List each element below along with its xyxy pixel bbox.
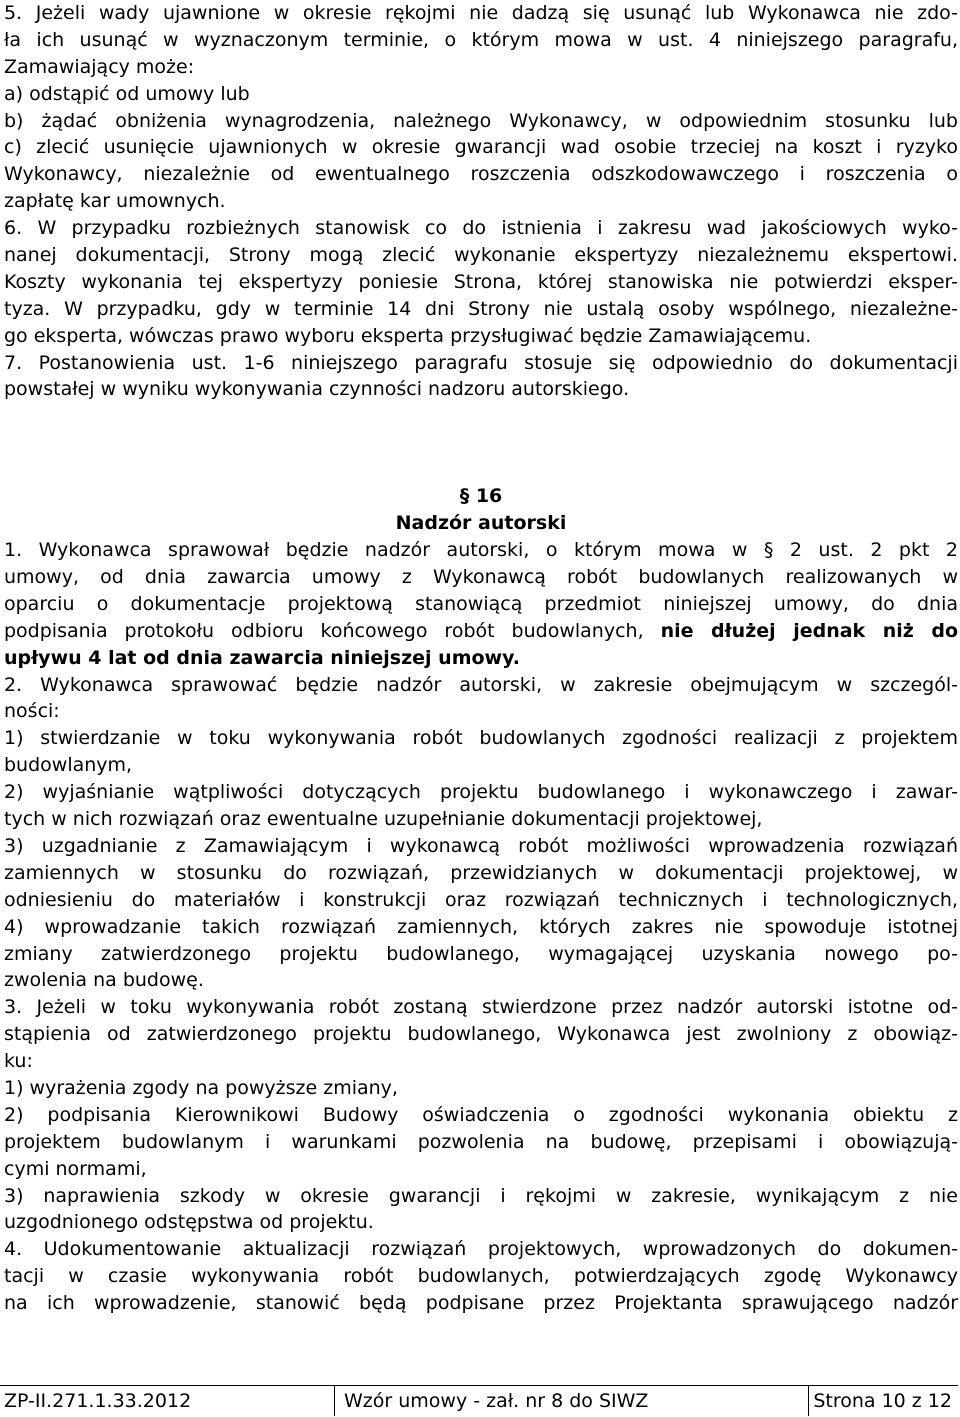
text-line: 6. W przypadku rozbieżnych stanowisk co do istnienia i zakresu wad jakościowych wyko-	[4, 217, 958, 240]
para1-line5: upływu 4 lat od dnia zawarcia niniejszej umowy.	[4, 646, 520, 669]
text-line: tyza. W przypadku, gdy w terminie 14 dni Strony nie ustalą osoby wspólnego, niezależne-	[4, 297, 958, 320]
section-gap	[4, 403, 958, 483]
text-line: 7. Postanowienia ust. 1-6 niniejszego paragrafu stosuje się odpowiednio do dokumentacji	[4, 351, 958, 374]
text-line: Zamawiający może:	[4, 55, 195, 78]
text-line: zamiennych w stosunku do rozwiązań, przewidzianych w dokumentacji projektowej, w	[4, 861, 958, 884]
text-line: tych w nich rozwiązań oraz ewentualne uzupełnianie dokumentacji projektowej,	[4, 808, 763, 831]
para1-line4	[4, 618, 958, 645]
text-line: zmiany zatwierdzonego projektu budowlanego, wymagającej uzyskania nowego po-	[4, 942, 958, 965]
text-line: 4. Udokumentowanie aktualizacji rozwiązań projektowych, wprowadzonych do dokumen-	[4, 1238, 958, 1261]
paragraphs-before	[4, 0, 958, 403]
text-line: na ich wprowadzenie, stanowić będą podpisane przez Projektanta sprawującego nadzór	[4, 1292, 958, 1315]
text-line: b) żądać obniżenia wynagrodzenia, należnego Wykonawcy, w odpowiednim stosunku lub	[4, 109, 958, 132]
text-line: uzgodnionego odstępstwa od projektu.	[4, 1211, 374, 1234]
text-line: ku:	[4, 1050, 33, 1073]
para1-line2: umowy, od dnia zawarcia umowy z Wykonawcą robót budowlanych realizowanych w	[4, 566, 958, 589]
text-line: projektem budowlanym i warunkami pozwolenia na budowę, przepisami i obowiązują-	[4, 1130, 958, 1153]
text-line: zwolenia na budowę.	[4, 969, 204, 992]
text-line: budowlanym,	[4, 754, 133, 777]
footer-reference: ZP-II.271.1.33.2012	[4, 1390, 192, 1412]
text-line: go eksperta, wówczas prawo wyboru eksperta przysługiwać będzie Zamawiającemu.	[4, 324, 812, 347]
footer-divider	[334, 1386, 335, 1416]
para1-line1: 1. Wykonawca sprawował będzie nadzór autorski, o którym mowa w § 2 ust. 2 pkt 2	[4, 539, 958, 562]
text-line: c) zlecić usunięcie ujawnionych w okresie gwarancji wad osobie trzeciej na koszt i ryzyko	[4, 136, 958, 159]
text-line: powstałej w wyniku wykonywania czynności nadzoru autorskiego.	[4, 378, 630, 401]
text-line: stąpienia od zatwierdzonego projektu budowlanego, Wykonawca jest zwolniony z obowiąz-	[4, 1023, 958, 1046]
footer-document-name: Wzór umowy - zał. nr 8 do SIWZ	[344, 1390, 649, 1412]
text-line: 5. Jeżeli wady ujawnione w okresie rękojmi nie dadzą się usunąć lub Wykonawca nie zdo-	[4, 2, 958, 24]
para1-line4-normal: podpisania protokołu odbioru końcowego robót budowlanych,	[4, 619, 661, 642]
text-line: 1) wyrażenia zgody na powyższe zmiany,	[4, 1076, 398, 1099]
text-line: tacji w czasie wykonywania robót budowlanych, potwierdzających zgodę Wykonawcy	[4, 1265, 958, 1288]
text-line: 1) stwierdzanie w toku wykonywania robót budowlanych zgodności realizacji z projektem	[4, 727, 958, 750]
text-line: ności:	[4, 700, 60, 723]
text-line: cymi normami,	[4, 1157, 147, 1180]
page-footer	[0, 1385, 958, 1416]
para1-line4-bold: nie dłużej jednak niż do	[660, 619, 958, 642]
footer-divider	[808, 1386, 809, 1416]
text-line: Wykonawcy, niezależnie od ewentualnego roszczenia odszkodowawczego i roszczenia o	[4, 163, 958, 186]
text-line: 2) podpisania Kierownikowi Budowy oświadczenia o zgodności wykonania obiektu z	[4, 1103, 958, 1126]
text-line: 2) wyjaśnianie wątpliwości dotyczących projektu budowlanego i wykonawczego i zawar-	[4, 781, 958, 804]
text-line: a) odstąpić od umowy lub	[4, 82, 250, 105]
text-line: nanej dokumentacji, Strony mogą zlecić wykonanie ekspertyzy niezależnemu ekspertowi.	[4, 244, 958, 267]
footer-page-number: Strona 10 z 12	[813, 1390, 952, 1412]
text-line: zapłatę kar umownych.	[4, 190, 226, 213]
text-line: 3) uzgadnianie z Zamawiającym i wykonawcą robót możliwości wprowadzenia rozwiązań	[4, 834, 958, 857]
paragraphs-after	[4, 672, 958, 1317]
text-line: 3) naprawienia szkody w okresie gwarancji i rękojmi w zakresie, wynikającym z nie	[4, 1184, 958, 1207]
section-title: Nadzór autorski	[395, 512, 567, 535]
text-line: 4) wprowadzanie takich rozwiązań zamiennych, których zakres nie spowoduje istotnej	[4, 915, 958, 938]
section-number: § 16	[459, 485, 503, 508]
para1-line3: oparciu o dokumentacje projektową stanowiącą przedmiot niniejszej umowy, do dnia	[4, 592, 958, 615]
text-line: ła ich usunąć w wyznaczonym terminie, o którym mowa w ust. 4 niniejszego paragrafu,	[4, 28, 958, 51]
text-line: 3. Jeżeli w toku wykonywania robót zostaną stwierdzone przez nadzór autorski istotne od-	[4, 996, 958, 1019]
document-page	[4, 0, 958, 1317]
text-line: Koszty wykonania tej ekspertyzy poniesie Strona, której stanowiska nie potwierdzi eksper-	[4, 270, 958, 293]
text-line: 2. Wykonawca sprawować będzie nadzór autorski, w zakresie obejmującym w szczegól-	[4, 673, 958, 696]
text-line: odniesieniu do materiałów i konstrukcji oraz rozwiązań technicznych i technologicznych,	[4, 888, 958, 911]
